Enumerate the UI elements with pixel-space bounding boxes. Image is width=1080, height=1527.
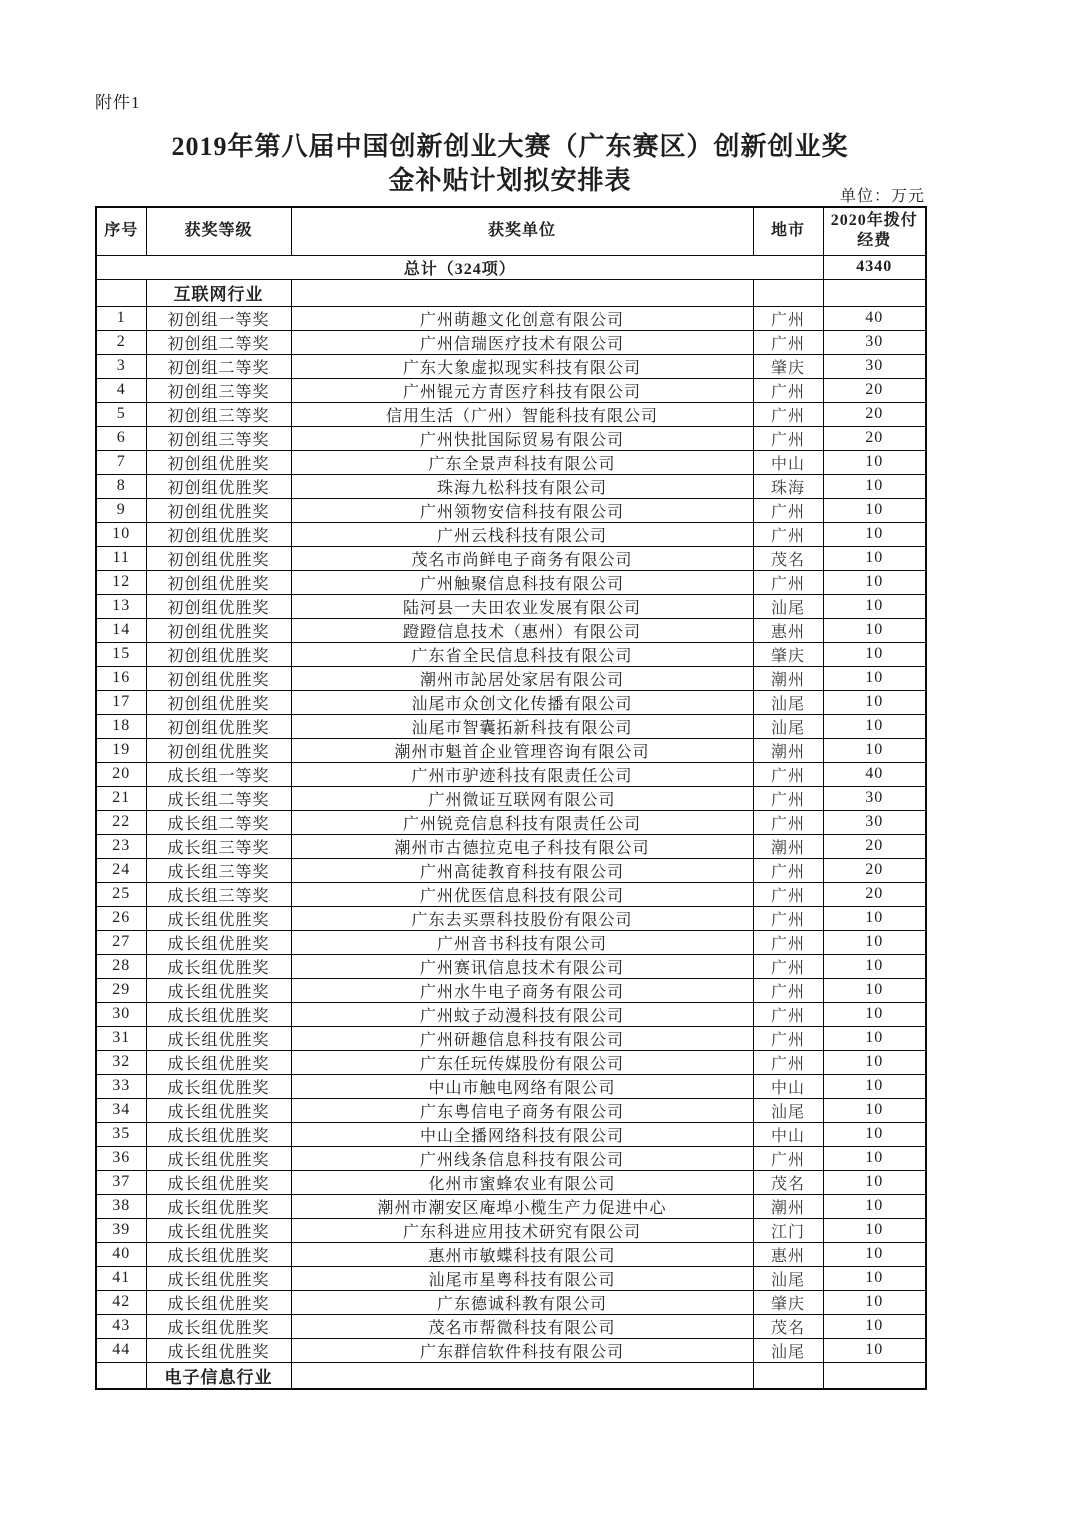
city: 广州 — [753, 882, 823, 906]
company-name: 潮州市潮安区庵埠小榄生产力促进中心 — [291, 1194, 753, 1218]
amount: 10 — [823, 714, 926, 738]
amount: 20 — [823, 834, 926, 858]
table-row — [96, 618, 926, 642]
award-level: 初创组优胜奖 — [146, 498, 291, 522]
company-name: 潮州市訫居处家居有限公司 — [291, 666, 753, 690]
city: 茂名 — [753, 1314, 823, 1338]
award-table — [95, 206, 927, 1390]
table-row — [96, 858, 926, 882]
award-level: 成长组二等奖 — [146, 786, 291, 810]
city: 广州 — [753, 522, 823, 546]
total-label: 总计（324项） — [96, 255, 823, 279]
city: 中山 — [753, 450, 823, 474]
table-row — [96, 1146, 926, 1170]
amount: 30 — [823, 810, 926, 834]
row-number: 42 — [96, 1290, 146, 1314]
amount: 10 — [823, 690, 926, 714]
row-number: 5 — [96, 402, 146, 426]
amount: 10 — [823, 450, 926, 474]
row-number: 36 — [96, 1146, 146, 1170]
company-name: 茂名市尚鲜电子商务有限公司 — [291, 546, 753, 570]
company-name: 广东去买票科技股份有限公司 — [291, 906, 753, 930]
city: 广州 — [753, 570, 823, 594]
table-row — [96, 1098, 926, 1122]
table-row — [96, 498, 926, 522]
company-name: 汕尾市智囊拓新科技有限公司 — [291, 714, 753, 738]
table-row — [96, 426, 926, 450]
table-row — [96, 1242, 926, 1266]
award-level: 成长组优胜奖 — [146, 1026, 291, 1050]
table-row — [96, 594, 926, 618]
amount: 10 — [823, 594, 926, 618]
company-name: 广东大象虚拟现实科技有限公司 — [291, 354, 753, 378]
company-name: 广州蚊子动漫科技有限公司 — [291, 1002, 753, 1026]
city: 肇庆 — [753, 1290, 823, 1314]
amount: 10 — [823, 1338, 926, 1362]
award-level: 成长组三等奖 — [146, 882, 291, 906]
unit-note: 单位：万元 — [839, 188, 925, 205]
amount: 30 — [823, 354, 926, 378]
city: 广州 — [753, 978, 823, 1002]
table-row — [96, 1290, 926, 1314]
row-number: 31 — [96, 1026, 146, 1050]
row-number: 28 — [96, 954, 146, 978]
city: 广州 — [753, 426, 823, 450]
amount: 10 — [823, 1074, 926, 1098]
award-level: 初创组优胜奖 — [146, 642, 291, 666]
city: 潮州 — [753, 666, 823, 690]
column-header-company: 获奖单位 — [291, 207, 753, 255]
row-number: 19 — [96, 738, 146, 762]
award-level: 成长组优胜奖 — [146, 1122, 291, 1146]
row-number: 41 — [96, 1266, 146, 1290]
amount: 20 — [823, 378, 926, 402]
amount: 10 — [823, 738, 926, 762]
amount: 10 — [823, 546, 926, 570]
section-row — [96, 279, 926, 306]
company-name: 广州快批国际贸易有限公司 — [291, 426, 753, 450]
row-number: 30 — [96, 1002, 146, 1026]
table-row — [96, 402, 926, 426]
amount: 10 — [823, 1050, 926, 1074]
company-name: 广州高徒教育科技有限公司 — [291, 858, 753, 882]
amount: 10 — [823, 1146, 926, 1170]
table-row — [96, 906, 926, 930]
city: 中山 — [753, 1122, 823, 1146]
amount: 20 — [823, 858, 926, 882]
row-number: 23 — [96, 834, 146, 858]
row-number: 13 — [96, 594, 146, 618]
city: 茂名 — [753, 1170, 823, 1194]
amount: 10 — [823, 978, 926, 1002]
amount: 10 — [823, 954, 926, 978]
city: 汕尾 — [753, 714, 823, 738]
company-name: 广东科进应用技术研究有限公司 — [291, 1218, 753, 1242]
award-level: 初创组优胜奖 — [146, 450, 291, 474]
amount: 20 — [823, 426, 926, 450]
city: 广州 — [753, 858, 823, 882]
award-level: 初创组优胜奖 — [146, 570, 291, 594]
table-row — [96, 714, 926, 738]
company-name: 潮州市魁首企业管理咨询有限公司 — [291, 738, 753, 762]
award-level: 初创组优胜奖 — [146, 738, 291, 762]
row-number: 21 — [96, 786, 146, 810]
table-row — [96, 546, 926, 570]
amount: 40 — [823, 306, 926, 330]
company-name: 广东全景声科技有限公司 — [291, 450, 753, 474]
award-level: 成长组优胜奖 — [146, 1314, 291, 1338]
row-number: 35 — [96, 1122, 146, 1146]
section-name: 电子信息行业 — [146, 1362, 291, 1389]
award-level: 成长组优胜奖 — [146, 1146, 291, 1170]
company-name: 广东粤信电子商务有限公司 — [291, 1098, 753, 1122]
section-empty-no — [96, 1362, 146, 1389]
section-empty-no — [96, 279, 146, 306]
award-level: 成长组优胜奖 — [146, 1050, 291, 1074]
city: 江门 — [753, 1218, 823, 1242]
award-level: 成长组优胜奖 — [146, 1266, 291, 1290]
city: 汕尾 — [753, 594, 823, 618]
table-row — [96, 834, 926, 858]
amount: 10 — [823, 474, 926, 498]
amount: 10 — [823, 1194, 926, 1218]
table-row — [96, 570, 926, 594]
column-header-amount: 2020年拨付经费 — [823, 207, 926, 255]
city: 广州 — [753, 330, 823, 354]
amount: 10 — [823, 1218, 926, 1242]
section-row — [96, 1362, 926, 1389]
company-name: 广州锐竞信息科技有限责任公司 — [291, 810, 753, 834]
table-row — [96, 1002, 926, 1026]
table-row — [96, 1074, 926, 1098]
award-level: 初创组优胜奖 — [146, 474, 291, 498]
amount: 10 — [823, 570, 926, 594]
table-row — [96, 1314, 926, 1338]
row-number: 27 — [96, 930, 146, 954]
row-number: 37 — [96, 1170, 146, 1194]
company-name: 广州赛讯信息技术有限公司 — [291, 954, 753, 978]
award-level: 初创组三等奖 — [146, 378, 291, 402]
table-row — [96, 1266, 926, 1290]
company-name: 潮州市古德拉克电子科技有限公司 — [291, 834, 753, 858]
table-row — [96, 762, 926, 786]
amount: 10 — [823, 642, 926, 666]
table-row — [96, 810, 926, 834]
attachment-label: 附件1 — [95, 93, 141, 112]
company-name: 广州音书科技有限公司 — [291, 930, 753, 954]
company-name: 广州云栈科技有限公司 — [291, 522, 753, 546]
amount: 10 — [823, 1266, 926, 1290]
amount: 10 — [823, 522, 926, 546]
amount: 30 — [823, 330, 926, 354]
city: 广州 — [753, 306, 823, 330]
table-body — [96, 255, 926, 1389]
row-number: 11 — [96, 546, 146, 570]
table-row — [96, 330, 926, 354]
company-name: 广东德诚科教有限公司 — [291, 1290, 753, 1314]
award-level: 成长组优胜奖 — [146, 906, 291, 930]
city: 潮州 — [753, 834, 823, 858]
city: 惠州 — [753, 1242, 823, 1266]
award-level: 成长组优胜奖 — [146, 930, 291, 954]
row-number: 2 — [96, 330, 146, 354]
city: 中山 — [753, 1074, 823, 1098]
table-row — [96, 1338, 926, 1362]
company-name: 广东省全民信息科技有限公司 — [291, 642, 753, 666]
amount: 10 — [823, 1170, 926, 1194]
table-header-row — [96, 207, 926, 255]
amount: 10 — [823, 930, 926, 954]
table-row — [96, 954, 926, 978]
company-name: 珠海九松科技有限公司 — [291, 474, 753, 498]
award-level: 初创组优胜奖 — [146, 690, 291, 714]
amount: 30 — [823, 786, 926, 810]
page-title-line-2: 金补贴计划拟安排表 — [388, 166, 632, 195]
city: 珠海 — [753, 474, 823, 498]
city: 广州 — [753, 1050, 823, 1074]
company-name: 化州市蜜蜂农业有限公司 — [291, 1170, 753, 1194]
award-level: 成长组优胜奖 — [146, 954, 291, 978]
company-name: 中山市触电网络有限公司 — [291, 1074, 753, 1098]
table-row — [96, 1194, 926, 1218]
row-number: 20 — [96, 762, 146, 786]
company-name: 茂名市帮微科技有限公司 — [291, 1314, 753, 1338]
row-number: 39 — [96, 1218, 146, 1242]
company-name: 广州优医信息科技有限公司 — [291, 882, 753, 906]
award-level: 初创组二等奖 — [146, 354, 291, 378]
company-name: 广州萌趣文化创意有限公司 — [291, 306, 753, 330]
row-number: 6 — [96, 426, 146, 450]
company-name: 广州锟元方青医疗科技有限公司 — [291, 378, 753, 402]
section-empty-city — [753, 1362, 823, 1389]
city: 广州 — [753, 1026, 823, 1050]
award-level: 初创组二等奖 — [146, 330, 291, 354]
row-number: 24 — [96, 858, 146, 882]
company-name: 蹬蹬信息技术（惠州）有限公司 — [291, 618, 753, 642]
section-empty-amount — [823, 1362, 926, 1389]
company-name: 惠州市敏蝶科技有限公司 — [291, 1242, 753, 1266]
row-number: 17 — [96, 690, 146, 714]
section-name: 互联网行业 — [146, 279, 291, 306]
row-number: 12 — [96, 570, 146, 594]
column-header-award: 获奖等级 — [146, 207, 291, 255]
row-number: 29 — [96, 978, 146, 1002]
row-number: 10 — [96, 522, 146, 546]
company-name: 中山全播网络科技有限公司 — [291, 1122, 753, 1146]
row-number: 32 — [96, 1050, 146, 1074]
row-number: 16 — [96, 666, 146, 690]
amount: 10 — [823, 1242, 926, 1266]
table-row — [96, 1170, 926, 1194]
amount: 10 — [823, 618, 926, 642]
award-level: 成长组优胜奖 — [146, 1098, 291, 1122]
city: 广州 — [753, 810, 823, 834]
award-level: 成长组优胜奖 — [146, 1074, 291, 1098]
table-row — [96, 690, 926, 714]
table-row — [96, 1050, 926, 1074]
company-name: 广州市驴迹科技有限责任公司 — [291, 762, 753, 786]
amount: 10 — [823, 1002, 926, 1026]
row-number: 7 — [96, 450, 146, 474]
company-name: 广州研趣信息科技有限公司 — [291, 1026, 753, 1050]
company-name: 汕尾市星粤科技有限公司 — [291, 1266, 753, 1290]
table-row — [96, 354, 926, 378]
amount: 10 — [823, 906, 926, 930]
award-level: 成长组三等奖 — [146, 858, 291, 882]
award-level: 成长组优胜奖 — [146, 1218, 291, 1242]
award-level: 成长组优胜奖 — [146, 1170, 291, 1194]
city: 广州 — [753, 378, 823, 402]
column-header-city: 地市 — [753, 207, 823, 255]
table-row — [96, 306, 926, 330]
award-level: 成长组一等奖 — [146, 762, 291, 786]
award-level: 成长组优胜奖 — [146, 1194, 291, 1218]
award-level: 初创组优胜奖 — [146, 522, 291, 546]
row-number: 15 — [96, 642, 146, 666]
total-row — [96, 255, 926, 279]
row-number: 38 — [96, 1194, 146, 1218]
row-number: 44 — [96, 1338, 146, 1362]
table-row — [96, 930, 926, 954]
city: 广州 — [753, 1002, 823, 1026]
row-number: 22 — [96, 810, 146, 834]
city: 广州 — [753, 1146, 823, 1170]
company-name: 广东任玩传媒股份有限公司 — [291, 1050, 753, 1074]
row-number: 34 — [96, 1098, 146, 1122]
row-number: 33 — [96, 1074, 146, 1098]
award-level: 初创组三等奖 — [146, 426, 291, 450]
city: 广州 — [753, 762, 823, 786]
table-row — [96, 666, 926, 690]
award-level: 初创组优胜奖 — [146, 618, 291, 642]
company-name: 汕尾市众创文化传播有限公司 — [291, 690, 753, 714]
amount: 20 — [823, 402, 926, 426]
company-name: 广州信瑞医疗技术有限公司 — [291, 330, 753, 354]
award-level: 成长组优胜奖 — [146, 1242, 291, 1266]
table-row — [96, 1122, 926, 1146]
table-row — [96, 642, 926, 666]
column-header-no: 序号 — [96, 207, 146, 255]
section-empty-company — [291, 1362, 753, 1389]
city: 广州 — [753, 402, 823, 426]
city: 汕尾 — [753, 1266, 823, 1290]
amount: 10 — [823, 1290, 926, 1314]
award-level: 初创组优胜奖 — [146, 594, 291, 618]
table-row — [96, 1026, 926, 1050]
award-level: 初创组优胜奖 — [146, 714, 291, 738]
table-row — [96, 978, 926, 1002]
city: 潮州 — [753, 1194, 823, 1218]
row-number: 43 — [96, 1314, 146, 1338]
table-row — [96, 786, 926, 810]
city: 汕尾 — [753, 1338, 823, 1362]
city: 潮州 — [753, 738, 823, 762]
table-row — [96, 522, 926, 546]
company-name: 广州领物安信科技有限公司 — [291, 498, 753, 522]
row-number: 25 — [96, 882, 146, 906]
award-level: 成长组优胜奖 — [146, 1002, 291, 1026]
award-level: 初创组优胜奖 — [146, 546, 291, 570]
city: 肇庆 — [753, 642, 823, 666]
row-number: 4 — [96, 378, 146, 402]
row-number: 9 — [96, 498, 146, 522]
table-row — [96, 378, 926, 402]
table-row — [96, 450, 926, 474]
row-number: 3 — [96, 354, 146, 378]
company-name: 广州线条信息科技有限公司 — [291, 1146, 753, 1170]
city: 广州 — [753, 906, 823, 930]
table-row — [96, 1218, 926, 1242]
amount: 10 — [823, 1314, 926, 1338]
company-name: 广州水牛电子商务有限公司 — [291, 978, 753, 1002]
row-number: 8 — [96, 474, 146, 498]
city: 广州 — [753, 498, 823, 522]
city: 汕尾 — [753, 690, 823, 714]
row-number: 1 — [96, 306, 146, 330]
table-row — [96, 882, 926, 906]
amount: 10 — [823, 1098, 926, 1122]
amount: 10 — [823, 666, 926, 690]
award-level: 初创组三等奖 — [146, 402, 291, 426]
page-title-line-1: 2019年第八届中国创新创业大赛（广东赛区）创新创业奖 — [171, 132, 849, 161]
award-level: 成长组优胜奖 — [146, 1338, 291, 1362]
amount: 10 — [823, 1122, 926, 1146]
award-level: 成长组优胜奖 — [146, 978, 291, 1002]
row-number: 40 — [96, 1242, 146, 1266]
page-title — [95, 130, 925, 198]
city: 惠州 — [753, 618, 823, 642]
amount: 10 — [823, 1026, 926, 1050]
award-level: 成长组二等奖 — [146, 810, 291, 834]
award-level: 初创组一等奖 — [146, 306, 291, 330]
city: 广州 — [753, 786, 823, 810]
city: 汕尾 — [753, 1098, 823, 1122]
company-name: 信用生活（广州）智能科技有限公司 — [291, 402, 753, 426]
company-name: 广州微证互联网有限公司 — [291, 786, 753, 810]
city: 肇庆 — [753, 354, 823, 378]
city: 茂名 — [753, 546, 823, 570]
company-name: 广州触聚信息科技有限公司 — [291, 570, 753, 594]
award-level: 初创组优胜奖 — [146, 666, 291, 690]
city: 广州 — [753, 930, 823, 954]
city: 广州 — [753, 954, 823, 978]
award-level: 成长组优胜奖 — [146, 1290, 291, 1314]
row-number: 14 — [96, 618, 146, 642]
table-row — [96, 474, 926, 498]
company-name: 广东群信软件科技有限公司 — [291, 1338, 753, 1362]
award-level: 成长组三等奖 — [146, 834, 291, 858]
section-empty-city — [753, 279, 823, 306]
row-number: 18 — [96, 714, 146, 738]
amount: 10 — [823, 498, 926, 522]
section-empty-company — [291, 279, 753, 306]
amount: 40 — [823, 762, 926, 786]
total-amount: 4340 — [823, 255, 926, 279]
amount: 20 — [823, 882, 926, 906]
company-name: 陆河县一夫田农业发展有限公司 — [291, 594, 753, 618]
row-number: 26 — [96, 906, 146, 930]
table-row — [96, 738, 926, 762]
section-empty-amount — [823, 279, 926, 306]
